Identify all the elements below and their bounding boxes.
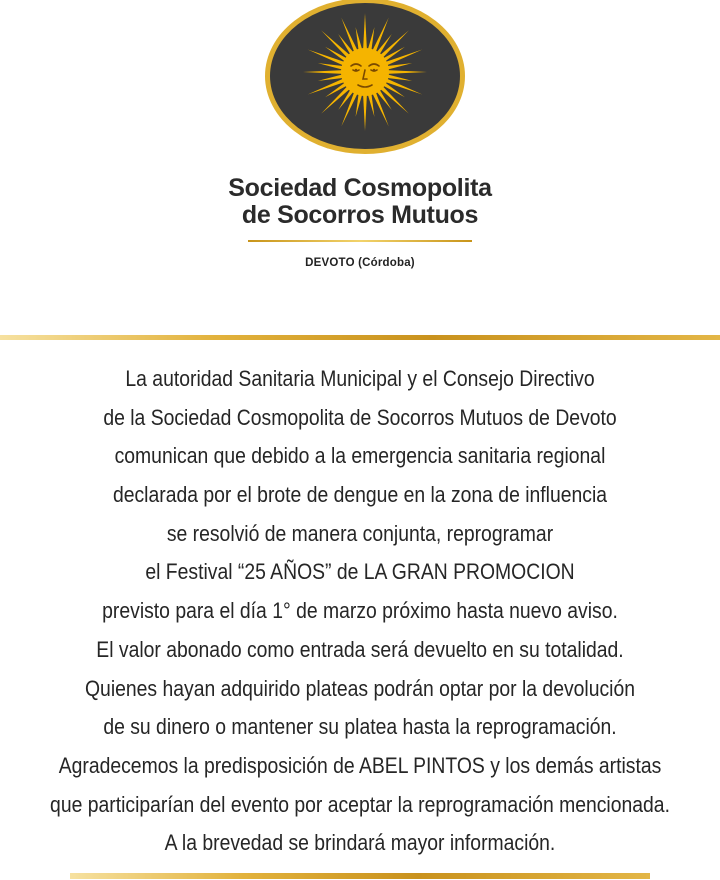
sun-face-emblem-icon	[263, 0, 467, 156]
org-name-line1: Sociedad Cosmopolita	[228, 174, 492, 202]
announcement-line: Agradecemos la predisposición de ABEL PINTOS y los demás artistas	[58, 752, 662, 778]
announcement-line: previsto para el día 1° de marzo próximo hasta nuevo aviso.	[102, 598, 618, 624]
announcement-line: de su dinero o mantener su platea hasta la reprogramación.	[103, 714, 617, 740]
announcement-text	[0, 360, 720, 863]
announcement-line: de la Sociedad Cosmopolita de Socorros Mutuos de Devoto	[103, 404, 617, 430]
org-underline-divider	[248, 240, 472, 242]
announcement-line: A la brevedad se brindará mayor información.	[164, 830, 556, 856]
org-name-line2: de Socorros Mutuos	[241, 201, 479, 229]
announcement-line: El valor abonado como entrada será devuelto en su totalidad.	[96, 636, 624, 662]
gold-divider-bottom	[70, 873, 650, 879]
announcement-line: se resolvió de manera conjunta, reprogramar	[166, 520, 554, 546]
announcement-line: comunican que debido a la emergencia sanitaria regional	[114, 443, 606, 469]
org-location: DEVOTO (Córdoba)	[305, 257, 415, 269]
announcement-line: Quienes hayan adquirido plateas podrán optar por la devolución	[85, 675, 636, 701]
gold-divider-top	[0, 335, 720, 340]
announcement-line: el Festival “25 AÑOS” de LA GRAN PROMOCION	[145, 559, 575, 585]
announcement-line: que participarían del evento por aceptar la reprogramación mencionada.	[50, 791, 670, 817]
header	[0, 0, 720, 330]
announcement-line: La autoridad Sanitaria Municipal y el Consejo Directivo	[125, 366, 595, 391]
announcement-line: declarada por el brote de dengue en la zona de influencia	[112, 482, 608, 508]
